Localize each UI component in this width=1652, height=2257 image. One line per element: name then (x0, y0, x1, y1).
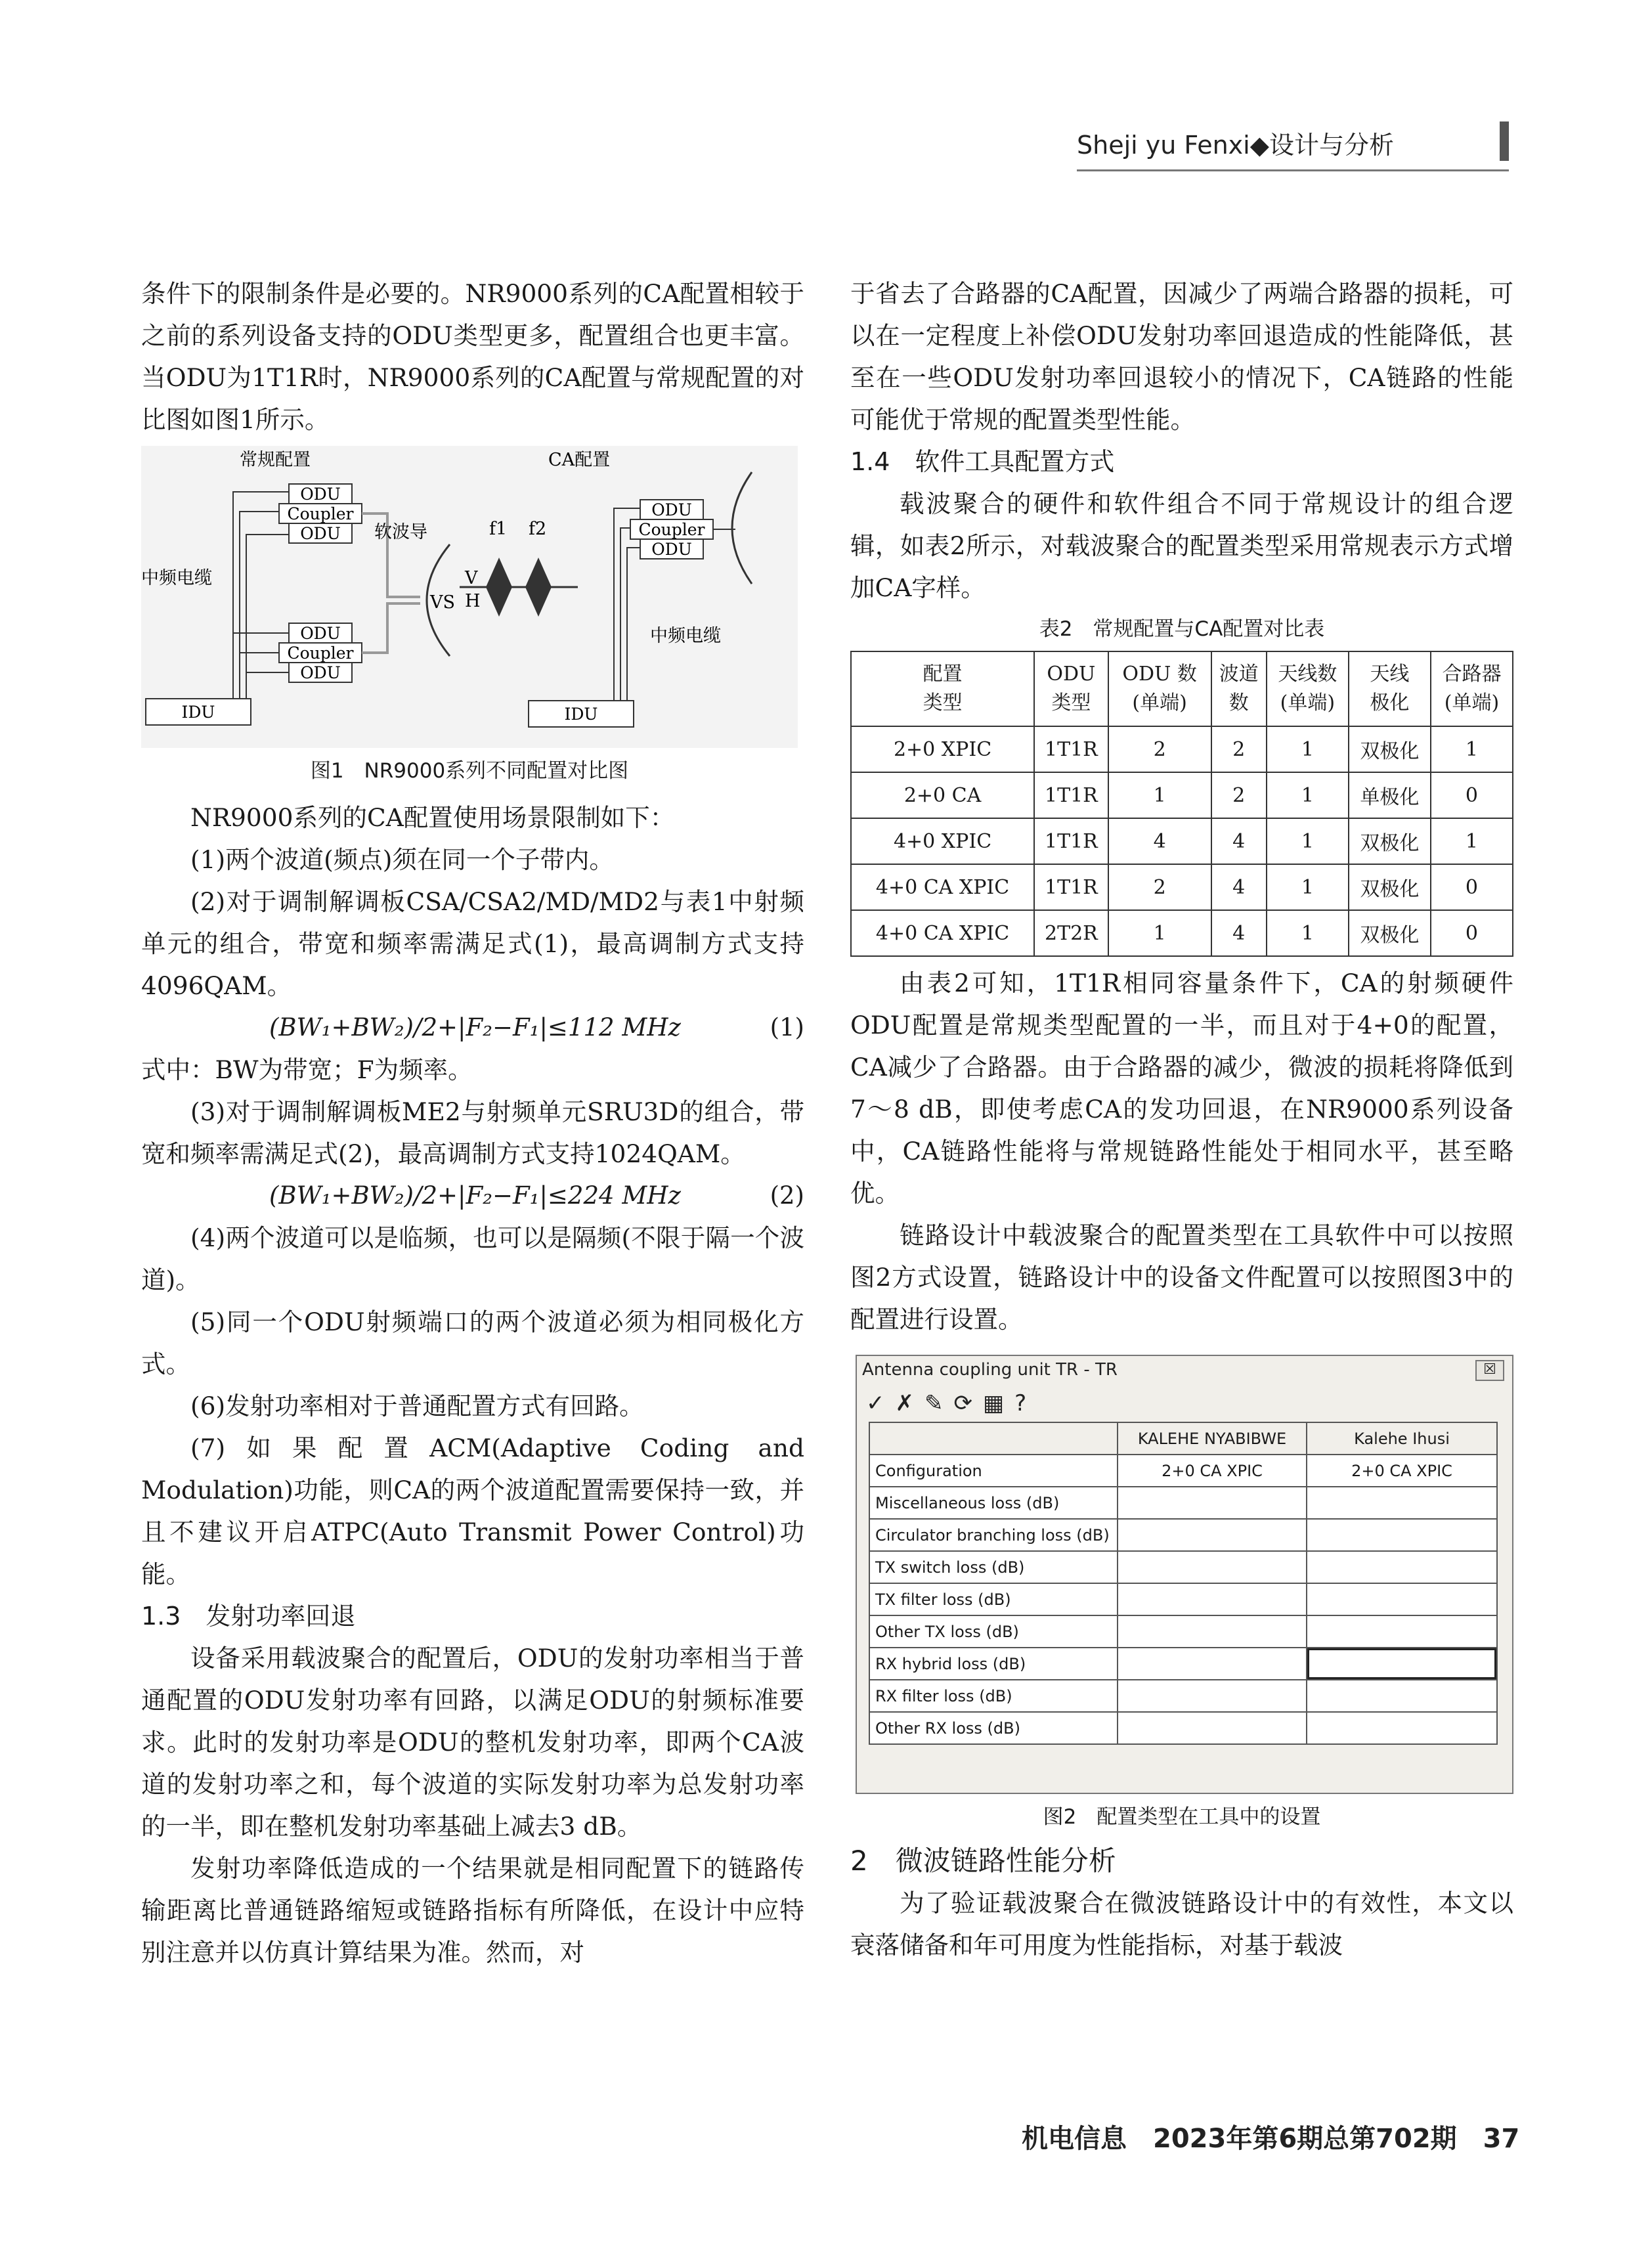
table-cell: 4+0 XPIC (851, 818, 1034, 864)
grid-cell[interactable] (1307, 1680, 1497, 1712)
section-heading: 2 微波链路性能分析 (850, 1845, 1116, 1877)
table-cell: 1T1R (1034, 726, 1108, 772)
grid-row-label: TX switch loss (dB) (869, 1551, 1118, 1583)
table-cell: 4+0 CA XPIC (851, 910, 1034, 956)
odu-label: ODU (651, 540, 692, 559)
table-cell: 1 (1267, 772, 1349, 818)
paragraph: (6)发射功率相对于普通配置方式有回路。 (190, 1391, 644, 1420)
grid-row (869, 1487, 1497, 1519)
grid-row (869, 1615, 1497, 1648)
header-line: 波道 (1219, 663, 1259, 686)
header-line: 类型 (923, 691, 963, 714)
grid-cell[interactable] (1118, 1712, 1307, 1744)
coupler-label: Coupler (287, 504, 354, 523)
grid-corner (869, 1422, 1118, 1455)
table-cell: 0 (1431, 864, 1513, 910)
grid-cell[interactable] (1118, 1680, 1307, 1712)
equation-2 (141, 1175, 804, 1217)
paragraph: 于省去了合路器的CA配置，因减少了两端合路器的损耗，可以在一定程度上补偿ODU发射功率回退造成的性能降低，甚至在一些ODU发射功率回退较小的情况下，CA链路的性能可能优于常规的配置类型性能。 (850, 279, 1513, 434)
column-header: Kalehe Ihusi (1307, 1422, 1497, 1455)
f2-label: f2 (529, 519, 547, 539)
equation-expression: (BW₁+BW₂)/2+|F₂−F₁|≤224 MHz (269, 1181, 681, 1210)
table-2-caption: 表2 常规配置与CA配置对比表 (1039, 617, 1325, 641)
table-cell: 1 (1267, 726, 1349, 772)
table-row (851, 772, 1513, 818)
vs-label: VS (430, 592, 455, 613)
column-header: KALEHE NYABIBWE (1118, 1422, 1307, 1455)
odu-label: ODU (300, 663, 341, 682)
header-line: 合路器 (1442, 663, 1502, 686)
f1-label: f1 (489, 519, 508, 539)
figure-2-dialog (856, 1355, 1513, 1794)
equation-1 (141, 1007, 804, 1049)
figure-1-caption: 图1 NR9000系列不同配置对比图 (310, 759, 629, 783)
coupler-label: Coupler (287, 644, 354, 663)
table-cell: 4 (1211, 818, 1267, 864)
grid-cell[interactable] (1118, 1519, 1307, 1551)
table-cell: 1T1R (1034, 772, 1108, 818)
table-cell: 1 (1267, 864, 1349, 910)
section-heading: 1.3 发射功率回退 (141, 1602, 356, 1631)
grid-row-label: RX filter loss (dB) (869, 1680, 1118, 1712)
table-cell: 4 (1211, 864, 1267, 910)
figure-1 (141, 446, 798, 787)
header-line: 数 (1228, 691, 1249, 714)
odu-label: ODU (651, 500, 692, 519)
table-cell: 单极化 (1349, 772, 1431, 818)
table-cell: 双极化 (1349, 864, 1431, 910)
close-icon[interactable]: ☒ (1475, 1360, 1504, 1381)
paragraph: (2)对于调制解调板CSA/CSA2/MD/MD2与表1中射频单元的组合，带宽和频率需满足式(1)，最高调制方式支持4096QAM。 (141, 887, 804, 1000)
table-cell: 1 (1431, 818, 1513, 864)
odu-label: ODU (300, 524, 341, 543)
paragraph: 式中：BW为带宽；F为频率。 (141, 1055, 473, 1084)
table-row (851, 864, 1513, 910)
table-cell: 2 (1211, 726, 1267, 772)
paragraph: 为了验证载波聚合在微波链路设计中的有效性，本文以衰落储备和年可用度为性能指标，对基于载波 (850, 1889, 1513, 1960)
table-header-cell (1108, 651, 1211, 726)
equation-expression: (BW₁+BW₂)/2+|F₂−F₁|≤112 MHz (269, 1013, 681, 1041)
paragraph: 由表2可知，1T1R相同容量条件下，CA的射频硬件ODU配置是常规类型配置的一半，而且对于4+0的配置，CA减少了合路器。由于合路器的减少，微波的损耗将降低到7～8 dB，即使考虑CA的发功回退，在NR9000系列设备中，CA链路性能将与常规链路性能处于相同水平，甚至略优。 (850, 969, 1513, 1208)
running-header: Sheji yu Fenxi◆设计与分析 (1077, 131, 1394, 160)
grid-cell[interactable] (1118, 1583, 1307, 1615)
table-cell: 2 (1108, 864, 1211, 910)
table-cell: 4+0 CA XPIC (851, 864, 1034, 910)
paragraph: 条件下的限制条件是必要的。NR9000系列的CA配置相较于之前的系列设备支持的ODU类型更多，配置组合也更丰富。当ODU为1T1R时，NR9000系列的CA配置与常规配置的对比图如图1所示。 (141, 279, 804, 434)
paragraph: (7)如果配置ACM(Adaptive Coding and Modulation)功能，则CA的两个波道配置需要保持一致，并且不建议开启ATPC(Auto Transmit Power Control)功能。 (141, 1434, 804, 1589)
table-cell: 4 (1211, 910, 1267, 956)
grid-row (869, 1551, 1497, 1583)
table-cell: 1T1R (1034, 818, 1108, 864)
paragraph: (4)两个波道可以是临频，也可以是隔频(不限于隔一个波道)。 (141, 1223, 804, 1294)
label-conventional: 常规配置 (240, 450, 311, 470)
table-header-cell (1267, 651, 1349, 726)
header-line: (单端) (1280, 691, 1336, 714)
grid-row (869, 1519, 1497, 1551)
header-line: 天线 (1370, 663, 1410, 686)
if-cable-label: 中频电缆 (650, 626, 721, 646)
grid-row (869, 1680, 1497, 1712)
paragraph: 链路设计中载波聚合的配置类型在工具软件中可以按照图2方式设置，链路设计中的设备文件配置可以按照图3中的配置进行设置。 (850, 1221, 1513, 1334)
figure-2-caption: 图2 配置类型在工具中的设置 (1043, 1805, 1321, 1829)
toolbar-icons[interactable]: ✓✗✎⟳▦? (866, 1390, 1037, 1416)
header-line: (单端) (1444, 691, 1500, 714)
table-cell: 双极化 (1349, 910, 1431, 956)
grid-cell[interactable] (1307, 1519, 1497, 1551)
comparison-table (850, 651, 1513, 957)
grid-row (869, 1583, 1497, 1615)
odu-label: ODU (300, 624, 341, 643)
v-label: V (465, 568, 478, 588)
if-cable-label: 中频电缆 (141, 568, 212, 588)
left-column (141, 273, 804, 1973)
header-bar (1500, 121, 1509, 161)
grid-cell[interactable]: 2+0 CA XPIC (1118, 1455, 1307, 1487)
grid-row-label: RX hybrid loss (dB) (869, 1648, 1118, 1680)
paragraph: 发射功率降低造成的一个结果就是相同配置下的链路传输距离比普通链路缩短或链路指标有所降低，在设计中应特别注意并以仿真计算结果为准。然而，对 (141, 1854, 804, 1967)
coupler-label: Coupler (638, 520, 705, 539)
table-cell: 1 (1108, 772, 1211, 818)
table-header-cell (1211, 651, 1267, 726)
label-ca: CA配置 (548, 450, 611, 470)
paragraph: (1)两个波道(频点)须在同一个子带内。 (190, 845, 614, 874)
table-header-cell (851, 651, 1034, 726)
grid-row (869, 1455, 1497, 1487)
grid-row-label: Configuration (869, 1455, 1118, 1487)
grid-row-label: Other TX loss (dB) (869, 1615, 1118, 1648)
header-line: 极化 (1370, 691, 1410, 714)
grid-row (869, 1712, 1497, 1744)
table-cell: 2 (1108, 726, 1211, 772)
right-column (850, 273, 1513, 1966)
section-heading: 1.4 软件工具配置方式 (850, 447, 1115, 476)
grid-cell[interactable]: 2+0 CA XPIC (1307, 1455, 1497, 1487)
idu-label: IDU (564, 705, 598, 724)
h-label: H (465, 591, 481, 611)
table-cell: 双极化 (1349, 726, 1431, 772)
grid-row-label: Circulator branching loss (dB) (869, 1519, 1118, 1551)
grid-cell[interactable] (1118, 1487, 1307, 1519)
dialog-title: Antenna coupling unit TR - TR (862, 1360, 1118, 1380)
grid-cell[interactable] (1307, 1648, 1497, 1680)
table-cell: 1 (1267, 910, 1349, 956)
header-line: ODU (1047, 663, 1096, 686)
grid-cell[interactable] (1118, 1648, 1307, 1680)
waveguide-label: 软波导 (374, 522, 427, 542)
table-cell: 2T2R (1034, 910, 1108, 956)
table-cell: 1 (1431, 726, 1513, 772)
settings-grid (869, 1422, 1498, 1745)
table-header-cell (1349, 651, 1431, 726)
table-cell: 2+0 CA (851, 772, 1034, 818)
grid-cell[interactable] (1307, 1712, 1497, 1744)
grid-cell[interactable] (1118, 1615, 1307, 1648)
grid-row (869, 1648, 1497, 1680)
table-cell: 4 (1108, 818, 1211, 864)
equation-number: (2) (770, 1181, 804, 1210)
paragraph: (3)对于调制解调板ME2与射频单元SRU3D的组合，带宽和频率需满足式(2)，最高调制方式支持1024QAM。 (141, 1097, 804, 1168)
table-row (851, 726, 1513, 772)
page-footer: 机电信息 2023年第6期总第702期 37 (1022, 2124, 1520, 2154)
header-line: (单端) (1132, 691, 1187, 714)
paragraph: 设备采用载波聚合的配置后，ODU的发射功率相当于普通配置的ODU发射功率有回路，以满足ODU的射频标准要求。此时的发射功率是ODU的整机发射功率，即两个CA波道的发射功率之和，每个波道的实际发射功率为总发射功率的一半，即在整机发射功率基础上减去3 dB。 (141, 1644, 804, 1841)
table-cell: 2+0 XPIC (851, 726, 1034, 772)
idu-label: IDU (181, 703, 215, 722)
table-cell: 1 (1267, 818, 1349, 864)
header-line: 天线数 (1278, 663, 1337, 686)
header-line: 配置 (923, 663, 963, 686)
table-cell: 0 (1431, 910, 1513, 956)
grid-cell[interactable] (1307, 1487, 1497, 1519)
grid-cell[interactable] (1307, 1551, 1497, 1583)
header-rule (1077, 169, 1509, 171)
odu-label: ODU (300, 485, 341, 504)
table-row (851, 818, 1513, 864)
table-cell: 1T1R (1034, 864, 1108, 910)
grid-cell[interactable] (1118, 1551, 1307, 1583)
table-cell: 0 (1431, 772, 1513, 818)
grid-cell[interactable] (1307, 1615, 1497, 1648)
equation-number: (1) (770, 1013, 804, 1041)
grid-row-label: Other RX loss (dB) (869, 1712, 1118, 1744)
table-cell: 1 (1108, 910, 1211, 956)
grid-row-label: Miscellaneous loss (dB) (869, 1487, 1118, 1519)
paragraph: (5)同一个ODU射频端口的两个波道必须为相同极化方式。 (141, 1307, 804, 1378)
table-row (851, 910, 1513, 956)
paragraph: 载波聚合的硬件和软件组合不同于常规设计的组合逻辑，如表2所示，对载波聚合的配置类型采用常规表示方式增加CA字样。 (850, 489, 1513, 602)
header-line: ODU 数 (1122, 663, 1197, 686)
table-cell: 2 (1211, 772, 1267, 818)
grid-cell[interactable] (1307, 1583, 1497, 1615)
table-cell: 双极化 (1349, 818, 1431, 864)
header-line: 类型 (1051, 691, 1091, 714)
grid-row-label: TX filter loss (dB) (869, 1583, 1118, 1615)
paragraph: NR9000系列的CA配置使用场景限制如下： (190, 803, 675, 832)
table-header-cell (1431, 651, 1513, 726)
table-header-cell (1034, 651, 1108, 726)
config-diagram (141, 446, 798, 748)
